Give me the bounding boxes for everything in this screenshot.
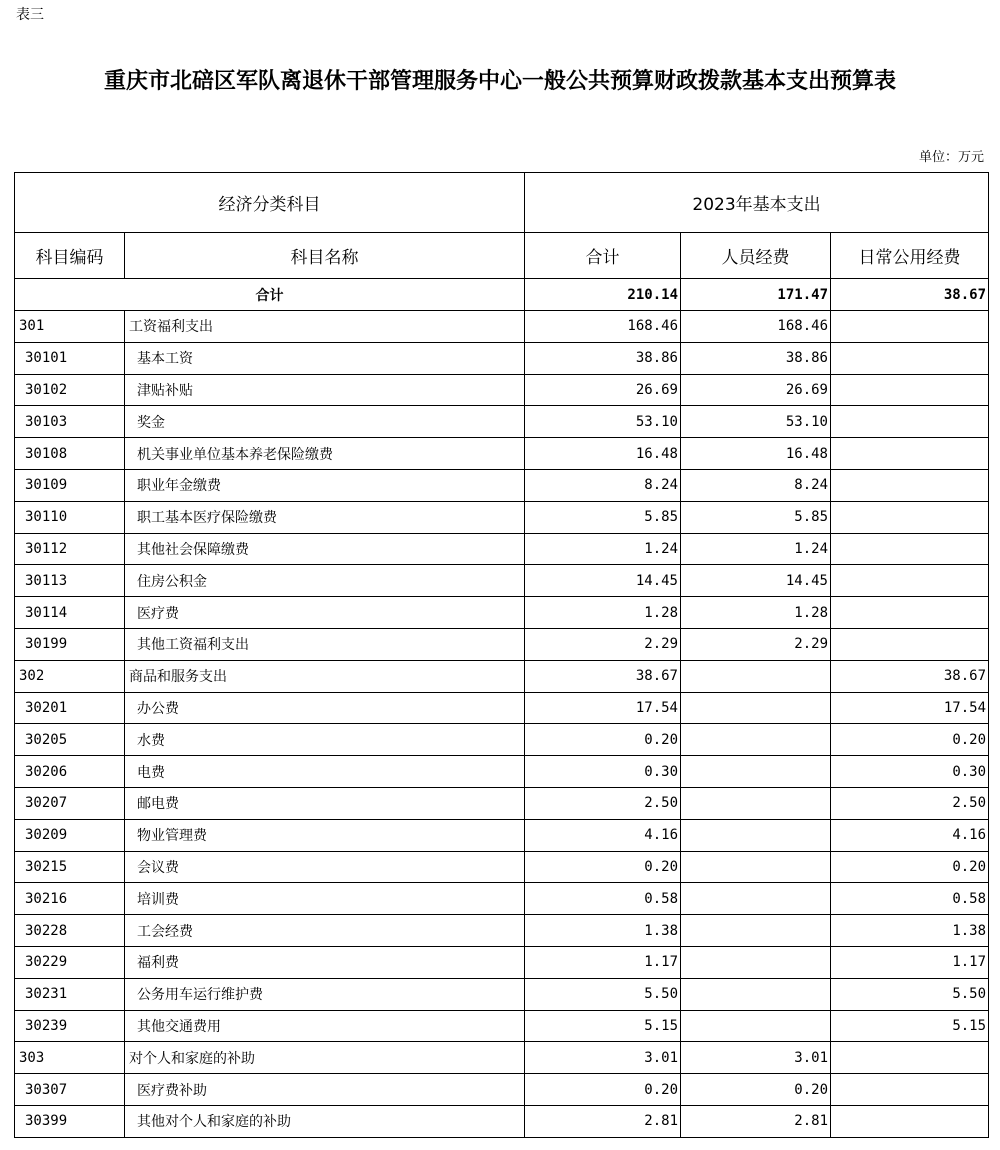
header-row-1 (15, 173, 989, 233)
row-code: 30209 (15, 819, 125, 851)
row-code: 30216 (15, 883, 125, 915)
row-public (831, 374, 989, 406)
row-personnel: 1.28 (681, 597, 831, 629)
table-row (15, 501, 989, 533)
table-row (15, 533, 989, 565)
row-code: 30229 (15, 946, 125, 978)
row-public: 5.50 (831, 978, 989, 1010)
table-row (15, 374, 989, 406)
row-total: 38.67 (525, 660, 681, 692)
row-public: 0.58 (831, 883, 989, 915)
row-code: 30205 (15, 724, 125, 756)
row-personnel (681, 819, 831, 851)
public-header: 日常公用经费 (831, 233, 989, 279)
row-code: 30307 (15, 1074, 125, 1106)
row-name: 医疗费补助 (125, 1074, 525, 1106)
row-code: 30228 (15, 915, 125, 947)
row-public: 1.17 (831, 946, 989, 978)
table-row (15, 1105, 989, 1137)
total-row-personnel: 171.47 (681, 279, 831, 311)
row-code: 30112 (15, 533, 125, 565)
row-name: 培训费 (125, 883, 525, 915)
row-total: 0.30 (525, 756, 681, 788)
table-row (15, 1074, 989, 1106)
row-code: 30399 (15, 1105, 125, 1137)
row-name: 办公费 (125, 692, 525, 724)
total-header: 合计 (525, 233, 681, 279)
row-total: 2.29 (525, 628, 681, 660)
row-code: 30201 (15, 692, 125, 724)
row-total: 1.24 (525, 533, 681, 565)
row-name: 工资福利支出 (125, 311, 525, 343)
row-personnel (681, 787, 831, 819)
total-row-label: 合计 (15, 279, 525, 311)
table-row (15, 628, 989, 660)
row-code: 30101 (15, 342, 125, 374)
table-row (15, 915, 989, 947)
table-row (15, 597, 989, 629)
row-name: 福利费 (125, 946, 525, 978)
row-code: 30207 (15, 787, 125, 819)
row-name: 其他工资福利支出 (125, 628, 525, 660)
row-code: 30239 (15, 1010, 125, 1042)
econ-category-header: 经济分类科目 (15, 173, 525, 233)
row-personnel (681, 724, 831, 756)
row-personnel (681, 978, 831, 1010)
row-total: 8.24 (525, 469, 681, 501)
table-row (15, 692, 989, 724)
row-public (831, 438, 989, 470)
row-code: 30114 (15, 597, 125, 629)
row-personnel: 0.20 (681, 1074, 831, 1106)
row-code: 30206 (15, 756, 125, 788)
row-code: 303 (15, 1042, 125, 1074)
table-row (15, 342, 989, 374)
row-total: 4.16 (525, 819, 681, 851)
row-name: 医疗费 (125, 597, 525, 629)
row-name: 津贴补贴 (125, 374, 525, 406)
table-row (15, 978, 989, 1010)
row-personnel: 38.86 (681, 342, 831, 374)
row-personnel (681, 883, 831, 915)
row-personnel (681, 756, 831, 788)
row-personnel: 8.24 (681, 469, 831, 501)
row-personnel: 3.01 (681, 1042, 831, 1074)
row-total: 0.20 (525, 851, 681, 883)
row-name: 住房公积金 (125, 565, 525, 597)
row-code: 30103 (15, 406, 125, 438)
row-personnel: 53.10 (681, 406, 831, 438)
row-public (831, 628, 989, 660)
budget-table (14, 172, 989, 1138)
row-name: 其他社会保障缴费 (125, 533, 525, 565)
row-total: 2.81 (525, 1105, 681, 1137)
row-total: 16.48 (525, 438, 681, 470)
table-row (15, 311, 989, 343)
row-public (831, 597, 989, 629)
row-name: 职工基本医疗保险缴费 (125, 501, 525, 533)
row-public (831, 469, 989, 501)
row-public: 4.16 (831, 819, 989, 851)
row-code: 30109 (15, 469, 125, 501)
row-public: 5.15 (831, 1010, 989, 1042)
row-public (831, 1042, 989, 1074)
row-name: 其他对个人和家庭的补助 (125, 1105, 525, 1137)
row-total: 0.20 (525, 724, 681, 756)
row-public (831, 311, 989, 343)
row-code: 302 (15, 660, 125, 692)
row-code: 30215 (15, 851, 125, 883)
row-public: 0.20 (831, 724, 989, 756)
row-total: 5.50 (525, 978, 681, 1010)
row-personnel (681, 851, 831, 883)
row-name: 邮电费 (125, 787, 525, 819)
table-row (15, 406, 989, 438)
row-name: 商品和服务支出 (125, 660, 525, 692)
row-public (831, 533, 989, 565)
unit-label: 单位：万元 (918, 150, 984, 165)
code-header: 科目编码 (15, 233, 125, 279)
row-name: 职业年金缴费 (125, 469, 525, 501)
row-public: 17.54 (831, 692, 989, 724)
total-row-total: 210.14 (525, 279, 681, 311)
row-total: 2.50 (525, 787, 681, 819)
row-name: 其他交通费用 (125, 1010, 525, 1042)
table-row (15, 565, 989, 597)
table-row (15, 1042, 989, 1074)
row-personnel: 16.48 (681, 438, 831, 470)
table-row (15, 851, 989, 883)
row-total: 26.69 (525, 374, 681, 406)
row-code: 30113 (15, 565, 125, 597)
table-row (15, 660, 989, 692)
row-total: 1.28 (525, 597, 681, 629)
table-row (15, 883, 989, 915)
row-name: 电费 (125, 756, 525, 788)
row-total: 3.01 (525, 1042, 681, 1074)
row-name: 机关事业单位基本养老保险缴费 (125, 438, 525, 470)
row-total: 5.15 (525, 1010, 681, 1042)
row-code: 30110 (15, 501, 125, 533)
row-total: 17.54 (525, 692, 681, 724)
row-personnel: 2.29 (681, 628, 831, 660)
row-personnel (681, 1010, 831, 1042)
table-row (15, 469, 989, 501)
row-personnel (681, 915, 831, 947)
row-public (831, 1105, 989, 1137)
row-public: 2.50 (831, 787, 989, 819)
header-row-2 (15, 233, 989, 279)
row-total: 0.20 (525, 1074, 681, 1106)
table-row (15, 946, 989, 978)
row-total: 0.58 (525, 883, 681, 915)
row-total: 38.86 (525, 342, 681, 374)
table-row (15, 1010, 989, 1042)
row-public: 0.30 (831, 756, 989, 788)
row-total: 168.46 (525, 311, 681, 343)
name-header: 科目名称 (125, 233, 525, 279)
row-total: 5.85 (525, 501, 681, 533)
row-personnel (681, 692, 831, 724)
row-personnel: 14.45 (681, 565, 831, 597)
row-name: 会议费 (125, 851, 525, 883)
row-public (831, 406, 989, 438)
row-public: 0.20 (831, 851, 989, 883)
row-personnel: 168.46 (681, 311, 831, 343)
page-title: 重庆市北碚区军队离退休干部管理服务中心一般公共预算财政拨款基本支出预算表 (103, 68, 896, 94)
row-personnel: 2.81 (681, 1105, 831, 1137)
row-name: 工会经费 (125, 915, 525, 947)
row-name: 物业管理费 (125, 819, 525, 851)
row-name: 奖金 (125, 406, 525, 438)
row-total: 1.38 (525, 915, 681, 947)
row-name: 对个人和家庭的补助 (125, 1042, 525, 1074)
table-row (15, 756, 989, 788)
row-personnel: 5.85 (681, 501, 831, 533)
row-public: 1.38 (831, 915, 989, 947)
row-personnel: 26.69 (681, 374, 831, 406)
row-personnel: 1.24 (681, 533, 831, 565)
row-total: 53.10 (525, 406, 681, 438)
row-code: 30102 (15, 374, 125, 406)
row-total: 14.45 (525, 565, 681, 597)
table-row (15, 819, 989, 851)
row-name: 水费 (125, 724, 525, 756)
row-code: 30199 (15, 628, 125, 660)
row-public (831, 342, 989, 374)
row-public: 38.67 (831, 660, 989, 692)
row-total: 1.17 (525, 946, 681, 978)
table-row (15, 724, 989, 756)
row-code: 30231 (15, 978, 125, 1010)
table-number-label: 表三 (16, 7, 44, 23)
row-code: 301 (15, 311, 125, 343)
row-public (831, 565, 989, 597)
row-name: 公务用车运行维护费 (125, 978, 525, 1010)
row-name: 基本工资 (125, 342, 525, 374)
row-public (831, 1074, 989, 1106)
year-expense-header: 2023年基本支出 (525, 173, 989, 233)
total-row-public: 38.67 (831, 279, 989, 311)
table-row (15, 438, 989, 470)
row-public (831, 501, 989, 533)
row-code: 30108 (15, 438, 125, 470)
personnel-header: 人员经费 (681, 233, 831, 279)
total-row (15, 279, 989, 311)
table-row (15, 787, 989, 819)
row-personnel (681, 946, 831, 978)
row-personnel (681, 660, 831, 692)
